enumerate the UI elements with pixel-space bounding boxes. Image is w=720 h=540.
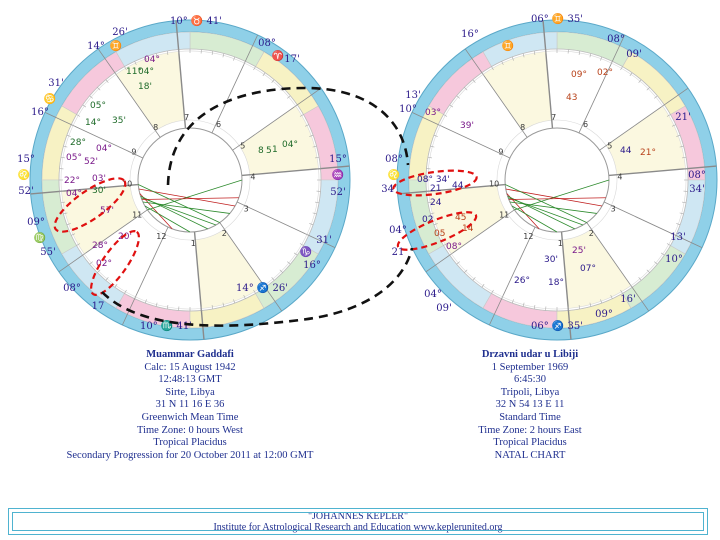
footer-title: "JOHANNES KEPLER" bbox=[307, 511, 409, 522]
right-planet-label: 30' bbox=[544, 255, 558, 265]
left-chart-name: Muammar Gaddafi bbox=[146, 349, 234, 360]
left-planet-label: 35' bbox=[112, 116, 126, 126]
left-cusp-label: 15° bbox=[329, 154, 347, 165]
left-cusp-label: 26' bbox=[112, 27, 128, 38]
right-chart-info bbox=[430, 349, 630, 462]
left-info-line: 12:48:13 GMT bbox=[158, 374, 222, 386]
right-planet-label: 14 bbox=[462, 224, 474, 234]
left-planet-label: 04° bbox=[144, 55, 160, 65]
right-cusp-label: 10° bbox=[399, 104, 417, 115]
left-house-number: 8 bbox=[153, 123, 159, 133]
left-cusp-label: ♒ bbox=[331, 170, 345, 181]
left-info-line: Sirte, Libya bbox=[165, 386, 215, 398]
left-house-number: 6 bbox=[216, 119, 222, 129]
left-cusp-label: 14° ♐ 26' bbox=[235, 283, 289, 294]
right-planet-label: 25' bbox=[572, 246, 586, 256]
left-cusp-label: ♈ bbox=[271, 51, 285, 62]
right-planet-label: 26° bbox=[514, 276, 530, 286]
left-house-number: 2 bbox=[221, 228, 227, 238]
left-planet-label: 57' bbox=[100, 206, 114, 216]
left-cusp-label: 08° bbox=[258, 38, 276, 49]
right-house-number: 4 bbox=[617, 172, 623, 182]
right-cusp-label: 34' bbox=[381, 184, 397, 195]
left-chart-wheel bbox=[17, 14, 350, 340]
left-planet-label: 03' bbox=[92, 174, 106, 184]
right-cusp-label: 08° bbox=[607, 34, 625, 45]
right-house-number: 8 bbox=[520, 123, 526, 133]
left-house-number: 3 bbox=[243, 204, 249, 214]
right-chart-wheel bbox=[381, 12, 717, 340]
left-right-side-label: 8 bbox=[258, 146, 264, 156]
right-cusp-label: 08° bbox=[688, 170, 706, 181]
right-planet-label: 45 bbox=[455, 213, 467, 223]
right-house-number: 10 bbox=[488, 179, 500, 189]
left-planet-label: 28° bbox=[92, 241, 108, 251]
right-cusp-label: 08° bbox=[385, 154, 403, 165]
left-planet-label: 22° bbox=[64, 176, 80, 186]
left-cusp-label: 17' bbox=[284, 54, 300, 65]
left-cusp-label: 55' bbox=[40, 247, 56, 258]
right-chart-name: Drzavni udar u Libiji bbox=[481, 349, 579, 360]
left-planet-label: 28° bbox=[70, 138, 86, 148]
footer-subtitle: Institute for Astrological Research and Education www.keplerunited.org bbox=[213, 522, 503, 533]
right-house-number: 12 bbox=[523, 232, 534, 242]
left-cusp-label: 16° bbox=[31, 107, 49, 118]
right-info-line: 1 September 1969 bbox=[491, 361, 569, 373]
right-planet-label: 09° bbox=[571, 70, 587, 80]
right-house-number: 9 bbox=[498, 147, 504, 157]
left-chart-info bbox=[40, 349, 340, 462]
left-house-number: 12 bbox=[156, 232, 167, 242]
right-inner-circle bbox=[505, 128, 609, 232]
left-house-number: 10 bbox=[121, 179, 133, 189]
left-cusp-label: 08° bbox=[63, 283, 81, 294]
left-info-line: 31 N 11 16 E 36 bbox=[155, 399, 225, 411]
right-house-number: 1 bbox=[557, 238, 563, 248]
left-right-side-label: 04° bbox=[282, 140, 298, 150]
right-house-number: 2 bbox=[588, 228, 594, 238]
right-cusp-label: 16° bbox=[461, 29, 479, 40]
left-cusp-label: 52' bbox=[330, 187, 346, 198]
right-cusp-label: 06° ♐ 35' bbox=[530, 321, 584, 332]
right-info-line: 6:45:30 bbox=[513, 374, 547, 386]
right-cusp-label: 09° bbox=[595, 309, 613, 320]
right-planet-label: 24 bbox=[430, 198, 442, 208]
left-cusp-label: 17 bbox=[91, 301, 105, 312]
left-planet-label: 52' bbox=[84, 157, 98, 167]
right-info-line: NATAL CHART bbox=[494, 449, 566, 461]
left-info-line: Secondary Progression for 20 October 2011 at 12:00 GMT bbox=[66, 449, 314, 461]
left-planet-label: 20' bbox=[118, 232, 132, 242]
right-planet-label: 08° bbox=[446, 242, 462, 252]
left-cusp-label: ♍ bbox=[33, 233, 47, 244]
right-planet-label: 21° bbox=[640, 148, 656, 158]
right-cusp-label: ♊ bbox=[501, 41, 515, 52]
left-cusp-label: ♑ bbox=[299, 247, 313, 258]
right-cusp-label: 09' bbox=[436, 303, 452, 314]
right-cusp-label: 06° ♊ 35' bbox=[530, 14, 584, 25]
left-planet-label: 05° bbox=[66, 153, 82, 163]
left-cusp-label: 14° bbox=[87, 41, 105, 52]
right-cusp-label: 04° bbox=[389, 225, 407, 236]
right-info-line: Tripoli, Libya bbox=[500, 386, 560, 398]
left-house-number: 9 bbox=[131, 147, 137, 157]
left-info-line: Calc: 15 August 1942 bbox=[144, 361, 236, 373]
left-cusp-label: 16° bbox=[303, 260, 321, 271]
left-cusp-label: 31' bbox=[48, 78, 64, 89]
right-house-number: 6 bbox=[583, 119, 589, 129]
left-cusp-label: 31' bbox=[316, 235, 332, 246]
left-house-number: 11 bbox=[132, 210, 143, 220]
right-planet-label: 08° 34' bbox=[417, 175, 450, 185]
right-planet-label: 18° bbox=[548, 278, 564, 288]
right-cusp-label: 21 bbox=[391, 247, 405, 258]
left-house-number: 4 bbox=[250, 172, 256, 182]
left-planet-label: 18' bbox=[138, 82, 152, 92]
left-right-side-label: 5 bbox=[266, 146, 272, 156]
left-inner-circle bbox=[138, 128, 242, 232]
right-house-number: 5 bbox=[607, 141, 613, 151]
right-cusp-label: 13' bbox=[670, 232, 686, 243]
right-planet-label: 39' bbox=[460, 121, 474, 131]
right-house-number: 3 bbox=[610, 204, 616, 214]
right-planet-label: 07° bbox=[580, 264, 596, 274]
left-cusp-label: 09° bbox=[27, 217, 45, 228]
left-planet-label: 11° bbox=[126, 67, 142, 77]
left-cusp-label: 52' bbox=[18, 186, 34, 197]
right-planet-label: 21 bbox=[430, 184, 442, 194]
right-cusp-label: 16' bbox=[620, 294, 636, 305]
left-cusp-label: ♊ bbox=[109, 41, 123, 52]
left-right-side-label: 1 bbox=[272, 145, 278, 155]
right-planet-label: 44 bbox=[452, 181, 464, 191]
left-cusp-label: 10° ♉ 41' bbox=[169, 16, 223, 27]
left-planet-label: 04° bbox=[66, 189, 82, 199]
left-info-line: Greenwich Mean Time bbox=[141, 411, 239, 423]
left-planet-label: 14° bbox=[85, 118, 101, 128]
right-house-number: 11 bbox=[499, 210, 510, 220]
left-cusp-label: ♋ bbox=[43, 94, 57, 105]
right-cusp-label: ♌ bbox=[387, 170, 401, 181]
footer-box bbox=[8, 508, 708, 535]
left-planet-label: 30' bbox=[92, 186, 106, 196]
left-info-line: Tropical Placidus bbox=[153, 437, 227, 449]
right-cusp-label: 09' bbox=[626, 49, 642, 60]
left-cusp-label: ♌ bbox=[17, 170, 31, 181]
right-cusp-label: 21' bbox=[675, 112, 691, 123]
left-house-number: 7 bbox=[184, 113, 190, 123]
right-planet-label: 02° bbox=[597, 68, 613, 78]
right-cusp-label: 13' bbox=[405, 90, 421, 101]
right-cusp-label: 04° bbox=[424, 289, 442, 300]
right-planet-label: 05 bbox=[434, 229, 446, 239]
right-planet-label: 43 bbox=[566, 93, 578, 103]
left-planet-label: 04° bbox=[96, 144, 112, 154]
right-info-line: Tropical Placidus bbox=[493, 437, 567, 449]
left-planet-label: 02° bbox=[96, 259, 112, 269]
right-planet-label: 02 bbox=[422, 215, 434, 225]
right-house-number: 7 bbox=[551, 113, 557, 123]
right-cusp-label: 34' bbox=[689, 184, 705, 195]
right-info-line: Standard Time bbox=[499, 411, 561, 423]
right-info-line: 32 N 54 13 E 11 bbox=[495, 399, 565, 411]
left-planet-label: 05° bbox=[90, 101, 106, 111]
left-info-line: Time Zone: 0 hours West bbox=[137, 424, 243, 436]
left-cusp-label: 10° ♏ 41' bbox=[139, 321, 193, 332]
right-planet-label: 03° bbox=[425, 108, 441, 118]
left-house-number: 5 bbox=[240, 141, 246, 151]
right-planet-label: 44 bbox=[620, 146, 632, 156]
left-house-number: 1 bbox=[190, 238, 196, 248]
footer-inner-border bbox=[12, 512, 704, 531]
left-cusp-label: 15° bbox=[17, 154, 35, 165]
left-planet-label: 04° bbox=[138, 67, 154, 77]
right-cusp-label: 10° bbox=[665, 254, 683, 265]
right-info-line: Time Zone: 2 hours East bbox=[478, 424, 582, 436]
